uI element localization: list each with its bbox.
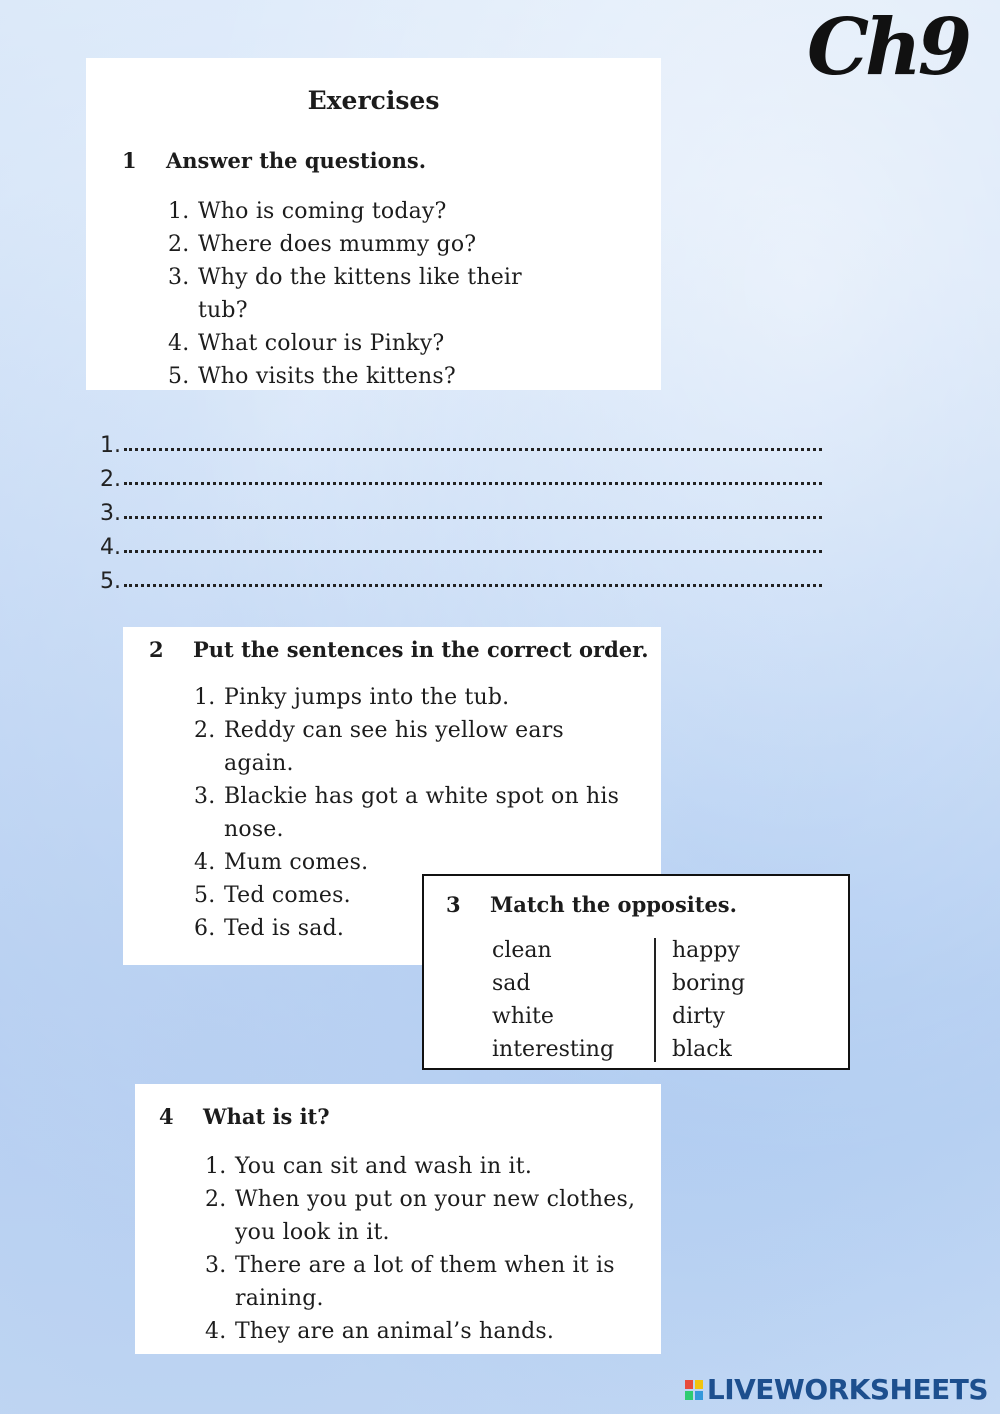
list-item: [168, 261, 638, 327]
match-word-left: white: [492, 1004, 554, 1029]
item-text: Mum comes.: [224, 850, 369, 875]
item-text: Reddy can see his yellow ears: [224, 718, 564, 743]
match-word-left: clean: [492, 938, 552, 963]
exercise-instruction: Match the opposites.: [490, 892, 737, 917]
list-item: [205, 1249, 655, 1315]
answer-line-2[interactable]: [100, 458, 822, 492]
answer-dotted-line[interactable]: [124, 584, 822, 587]
item-text: you look in it.: [235, 1220, 390, 1245]
list-item: [194, 714, 644, 780]
exercise-instruction: Answer the questions.: [166, 148, 427, 173]
logo-block: [685, 1391, 693, 1400]
exercises-title: Exercises: [307, 86, 440, 115]
item-number: 6.: [194, 916, 216, 941]
item-text: raining.: [235, 1286, 324, 1311]
liveworksheets-logo[interactable]: [685, 1373, 988, 1406]
match-right-column: [672, 934, 745, 1066]
item-text: Blackie has got a white spot on his: [224, 784, 620, 809]
match-word-right: happy: [672, 938, 740, 963]
item-number: 5.: [194, 883, 216, 908]
exercise-1-card: [86, 58, 661, 390]
answer-dotted-line[interactable]: [124, 448, 822, 451]
logo-text: LIVEWORKSHEETS: [706, 1373, 988, 1406]
exercise-instruction: Put the sentences in the correct order.: [193, 637, 649, 662]
item-number: 5.: [168, 364, 190, 389]
list-item: [194, 681, 644, 714]
item-text: You can sit and wash in it.: [235, 1154, 533, 1179]
answer-line-1[interactable]: [100, 424, 822, 458]
match-word-right: dirty: [672, 1004, 725, 1029]
item-number: 2.: [168, 232, 190, 257]
logo-block: [695, 1380, 703, 1389]
item-text: Ted comes.: [224, 883, 351, 908]
item-text: Where does mummy go?: [198, 232, 477, 257]
match-left-column: [492, 934, 614, 1066]
item-text: nose.: [224, 817, 284, 842]
exercise-instruction: What is it?: [203, 1104, 330, 1129]
riddle-list: [205, 1150, 655, 1348]
exercise-4-card: [135, 1084, 661, 1354]
exercise-number: 3: [446, 892, 461, 917]
match-word-right: black: [672, 1037, 732, 1062]
list-item: [205, 1183, 655, 1249]
list-item: [205, 1315, 655, 1348]
item-number: 4.: [194, 850, 216, 875]
item-text: There are a lot of them when it is: [235, 1253, 615, 1278]
list-item: [205, 1150, 655, 1183]
answer-label: 1.: [100, 433, 121, 458]
item-number: 3.: [194, 784, 216, 809]
item-text: Pinky jumps into the tub.: [224, 685, 510, 710]
chapter-label: Ch9: [806, 2, 968, 93]
logo-icon: [685, 1380, 703, 1400]
exercise-1-heading: [122, 148, 426, 173]
item-text: When you put on your new clothes,: [235, 1187, 636, 1212]
item-number: 2.: [194, 718, 216, 743]
answer-label: 3.: [100, 501, 121, 526]
answer-label: 4.: [100, 535, 121, 560]
answer-dotted-line[interactable]: [124, 516, 822, 519]
answer-dotted-line[interactable]: [124, 550, 822, 553]
exercise-4-heading: [159, 1104, 330, 1129]
item-text: again.: [224, 751, 294, 776]
answer-line-4[interactable]: [100, 526, 822, 560]
item-number: 3.: [168, 265, 190, 290]
item-number: 4.: [205, 1319, 227, 1344]
list-item: [168, 195, 638, 228]
list-item: [168, 360, 638, 393]
match-word-left: interesting: [492, 1037, 615, 1062]
item-text: Who visits the kittens?: [198, 364, 456, 389]
answer-dotted-line[interactable]: [124, 482, 822, 485]
item-text: What colour is Pinky?: [198, 331, 445, 356]
item-number: 1.: [168, 199, 190, 224]
match-word-left: sad: [492, 971, 531, 996]
exercise-number: 2: [149, 637, 164, 662]
item-text: Ted is sad.: [224, 916, 345, 941]
logo-block: [695, 1391, 703, 1400]
exercise-3-card: [422, 874, 850, 1070]
item-number: 1.: [194, 685, 216, 710]
exercise-2-heading: [149, 637, 649, 662]
answer-lines: [100, 424, 822, 594]
item-number: 3.: [205, 1253, 227, 1278]
exercise-3-heading: [446, 892, 737, 917]
item-text: They are an animal’s hands.: [235, 1319, 555, 1344]
exercise-number: 4: [159, 1104, 174, 1129]
answer-line-3[interactable]: [100, 492, 822, 526]
match-divider: [654, 938, 656, 1062]
answer-line-5[interactable]: [100, 560, 822, 594]
item-text: Who is coming today?: [198, 199, 447, 224]
exercise-number: 1: [122, 148, 137, 173]
item-number: 4.: [168, 331, 190, 356]
logo-block: [685, 1380, 693, 1389]
list-item: [168, 228, 638, 261]
item-text: Why do the kittens like their: [198, 265, 522, 290]
answer-label: 5.: [100, 569, 121, 594]
item-number: 2.: [205, 1187, 227, 1212]
question-list: [168, 195, 638, 393]
item-text: tub?: [198, 298, 248, 323]
answer-label: 2.: [100, 467, 121, 492]
match-word-right: boring: [672, 971, 746, 996]
list-item: [168, 327, 638, 360]
list-item: [194, 780, 644, 846]
item-number: 1.: [205, 1154, 227, 1179]
